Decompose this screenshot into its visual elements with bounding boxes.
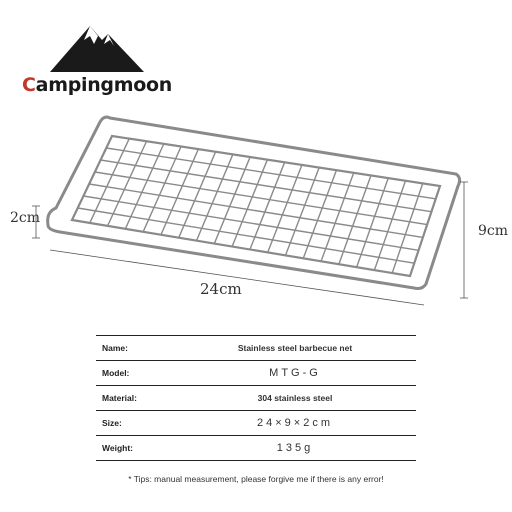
spec-row-weight bbox=[96, 436, 416, 461]
dimension-height-label: 9cm bbox=[478, 223, 509, 239]
spec-value: MTG-G bbox=[269, 367, 321, 379]
mountain-logo-icon bbox=[50, 22, 144, 72]
barbecue-net-image bbox=[0, 100, 512, 320]
spec-label: Weight: bbox=[102, 443, 134, 453]
spec-row-size bbox=[96, 411, 416, 436]
brand-logo bbox=[22, 22, 172, 102]
brand-name: Campingmoon bbox=[22, 74, 172, 96]
spec-row-material bbox=[96, 386, 416, 411]
disclaimer-tip: * Tips: manual measurement, please forgive me if there is any error! bbox=[128, 474, 384, 484]
spec-value: 24×9×2cm bbox=[257, 417, 333, 429]
spec-value: Stainless steel barbecue net bbox=[237, 343, 353, 353]
spec-value: 304 stainless steel bbox=[257, 393, 333, 403]
spec-table bbox=[96, 335, 416, 461]
spec-label: Size: bbox=[102, 418, 122, 428]
spec-row-name bbox=[96, 335, 416, 361]
spec-label: Model: bbox=[102, 368, 130, 378]
dimension-width-label: 24cm bbox=[200, 280, 242, 298]
dimension-depth-label: 2cm bbox=[10, 210, 41, 226]
spec-label: Name: bbox=[102, 343, 128, 353]
spec-row-model bbox=[96, 361, 416, 386]
spec-label: Material: bbox=[102, 393, 137, 403]
spec-value: 135g bbox=[276, 442, 314, 454]
